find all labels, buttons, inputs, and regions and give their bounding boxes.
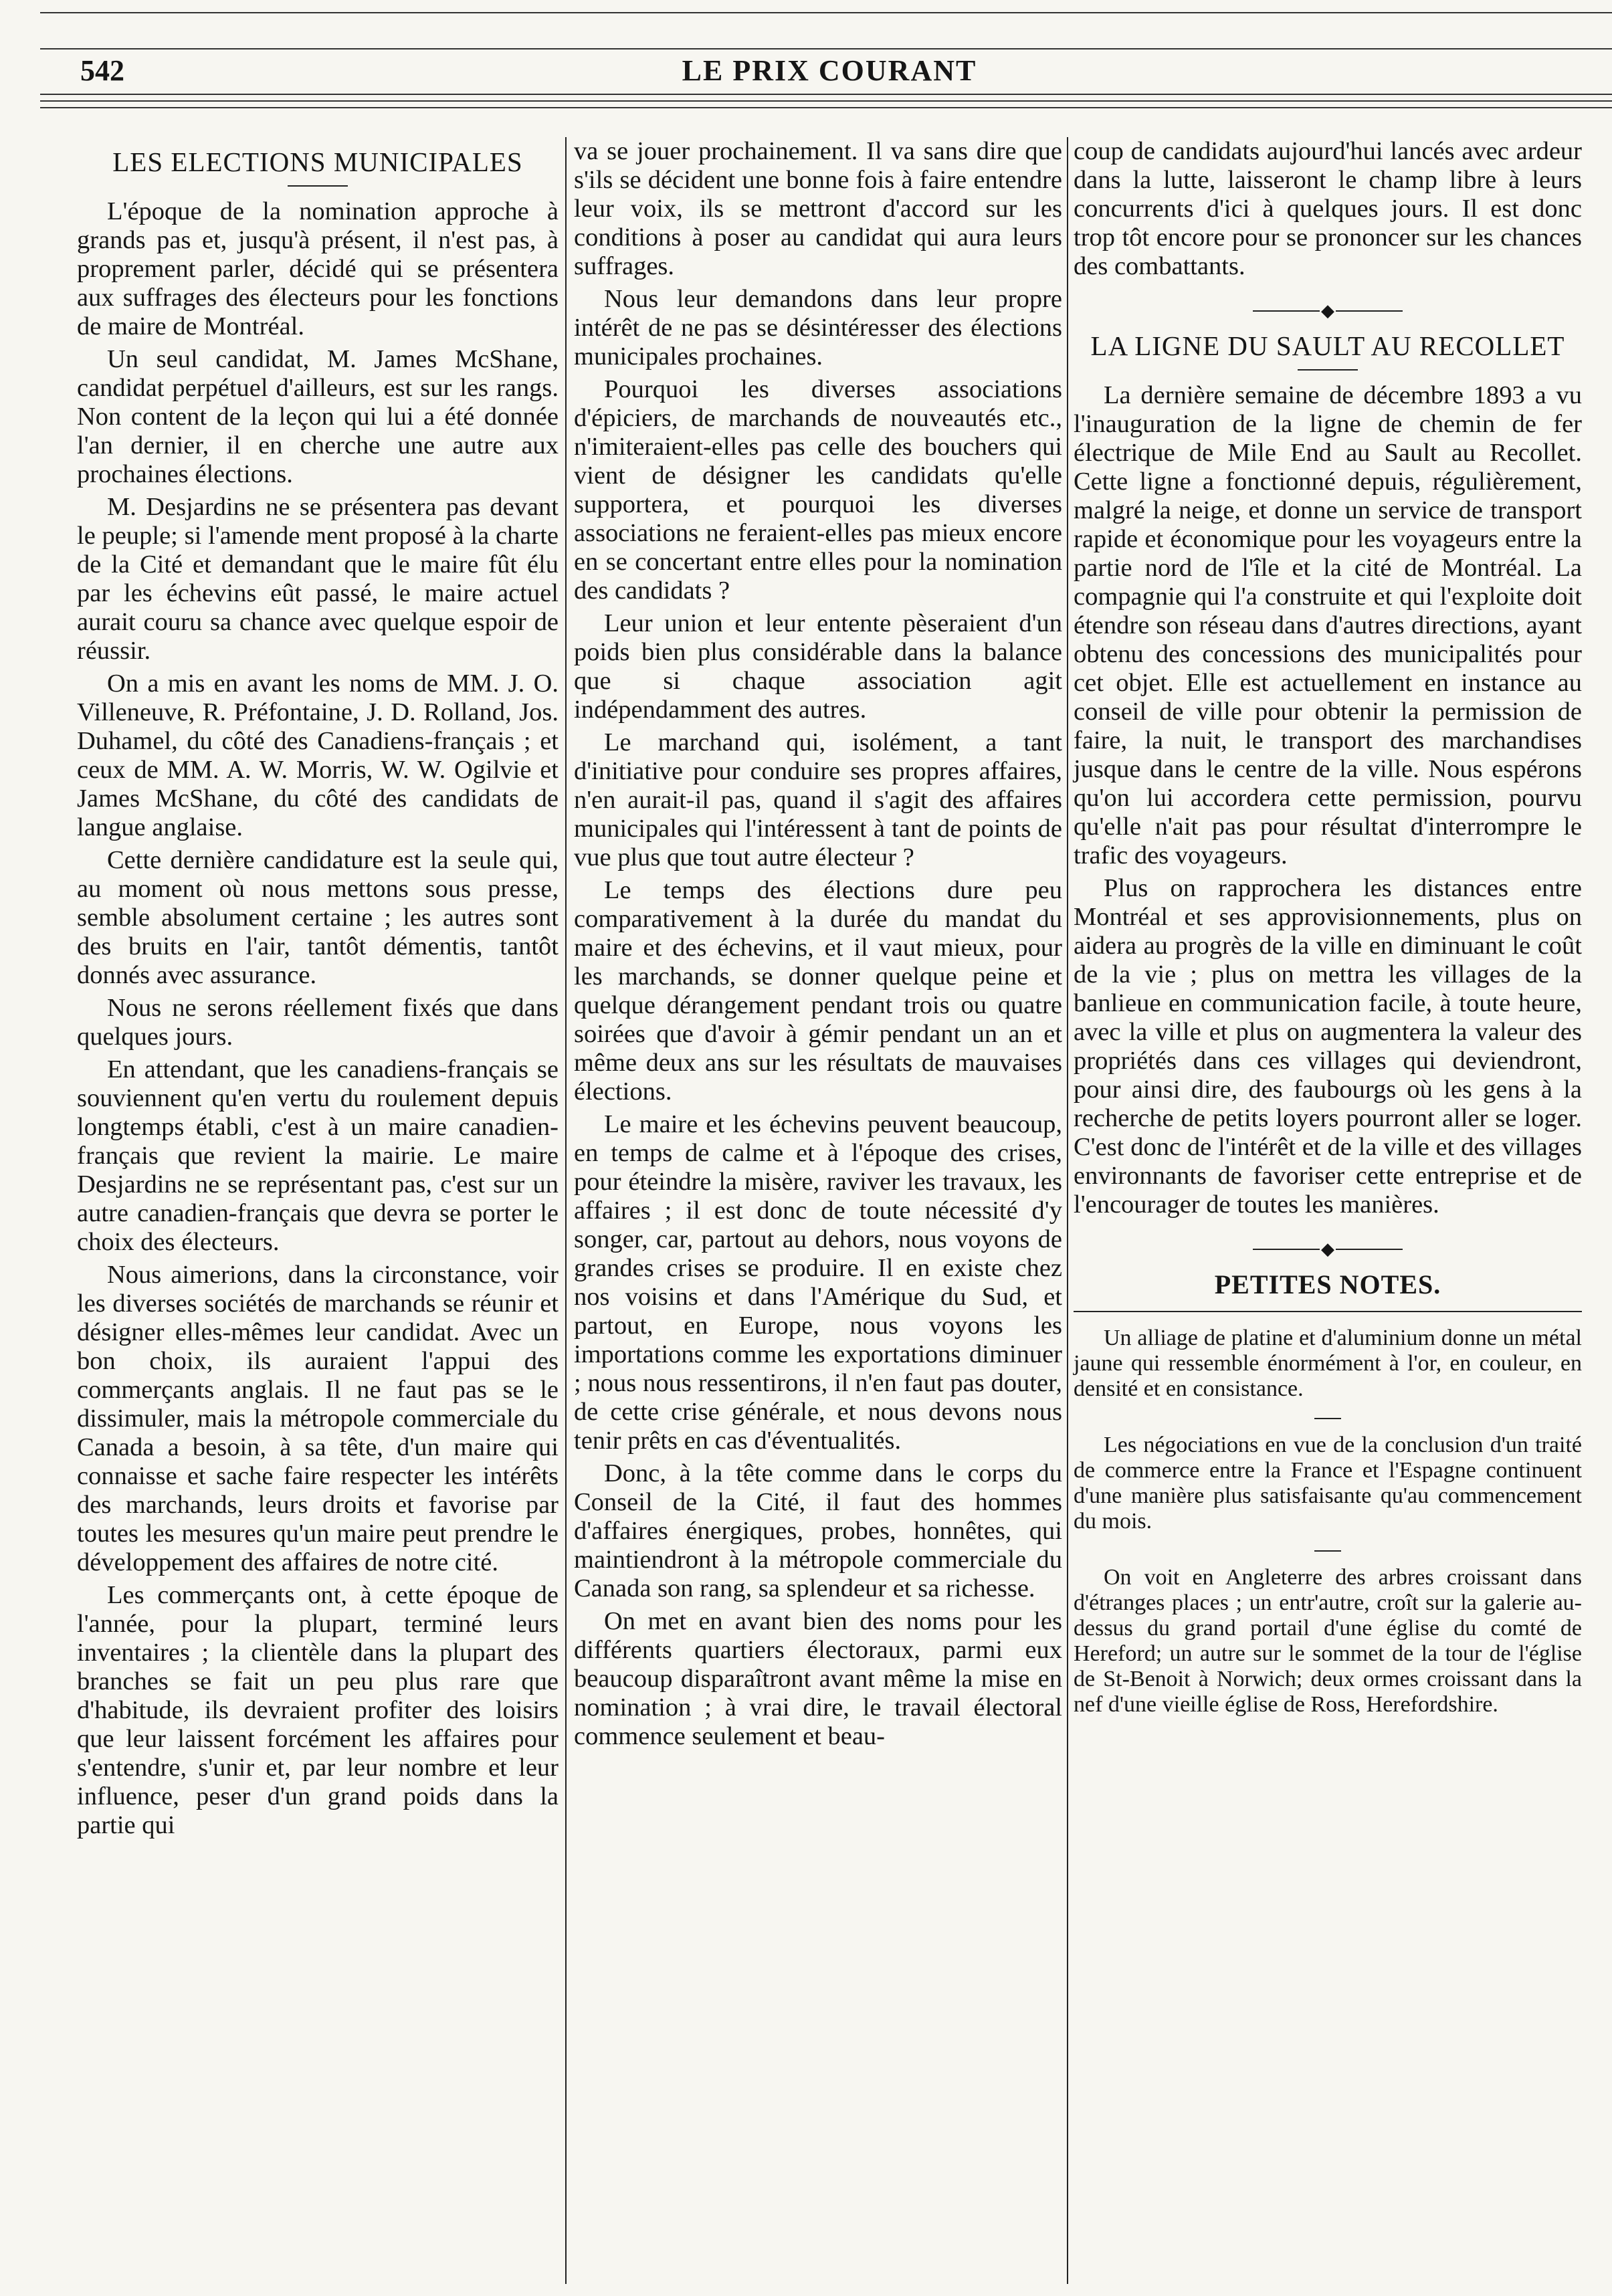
article-title: LA LIGNE DU SAULT AU RECOLLET [1090,330,1565,362]
header-rule [40,94,1612,95]
page-number: 542 [80,54,124,87]
paragraph: va se jouer prochainement. Il va sans dire que s'ils se décident une bonne fois à faire entendre leur voix, ils se mettront d'accord sur les conditions à poser au candidat qui aura leurs suffrages. [574,137,1062,280]
paragraph: On a mis en avant les noms de MM. J. O. Villeneuve, R. Préfontaine, J. D. Rolland, Jos. Duhamel, du côté des Canadiens-français ; et ceux de MM. A. W. Morris, W. W. Ogilvie et James McShane, du côté des candidats de langue anglaise. [77,669,559,841]
title-rule [288,185,348,187]
note-item: On voit en Angleterre des arbres croissant dans d'étranges places ; un entr'autre, croît sur la galerie au-dessus du grand portail d'une église du comté de Hereford; un autre sur le sommet de la tour de l'église de St-Benoit à Norwich; deux ormes croissant dans la nef d'une vieille église de Ross, Herefordshire. [1074,1565,1582,1717]
notes-title: PETITES NOTES. [1214,1269,1441,1300]
note-separator [1314,1418,1341,1419]
section-ornament [1074,1239,1582,1258]
header-rule [40,100,1612,102]
journal-title: LE PRIX COURANT [682,54,977,87]
paragraph: Le marchand qui, isolément, a tant d'initiative pour conduire ses propres affaires, n'en aurait-il pas, quand il s'agit des affaires municipales qui l'intéressent à tant de points de vue plus que tout autre électeur ? [574,728,1062,871]
paragraph: Le temps des élections dure peu comparativement à la durée du mandat du maire et des échevins, et il vaut mieux, pour les marchands, se donner quelque peine et quelque dérangement pendant trois ou quatre soirées que d'avoir à gémir pendant un an et même deux ans sur les résultats de mauvaises élections. [574,876,1062,1106]
column-2 [574,137,1062,1755]
paragraph: Nous aimerions, dans la circonstance, voir les diverses sociétés de marchands se réunir et désigner elles-mêmes leur candidat. Avec un bon choix, ils auraient l'appui des commerçants anglais. Il ne faut pas se le dissimuler, mais la métropole commerciale du Canada a besoin, à sa tête, d'un maire qui connaisse et sache faire respecter les intérêts des marchands, leurs droits et favorise par toutes les mesures qu'un maire peut prendre le développement des affaires de notre cité. [77,1261,559,1576]
title-rule [1298,369,1358,371]
paragraph: Leur union et leur entente pèseraient d'un poids bien plus considérable dans la balance que si chaque association agit indépendamment des autres. [574,609,1062,724]
paragraph: L'époque de la nomination approche à grands pas et, jusqu'à présent, il n'est pas, à proprement parler, décidé qui se présentera aux suffrages des électeurs pour les fonctions de maire de Montréal. [77,197,559,340]
paragraph: Le maire et les échevins peuvent beaucoup, en temps de calme et à l'époque des crises, pour éteindre la misère, raviver les travaux, les affaires ; il est donc de toute nécessité d'y songer, car, partout au dehors, nous voyons de grandes crises se produire. Il en existe chez nos voisins et dans l'Amérique du Sud, et partout, en Europe, nous voyons les importations comme les exportations diminuer ; nous nous ressentirons, il n'en faut pas douter, de cette crise générale, et nous devons nous tenir prêts en cas d'éventualités. [574,1110,1062,1455]
paragraph: Cette dernière candidature est la seule qui, au moment où nous mettons sous presse, semble absolument certaine ; les autres sont des bruits en l'air, tantôt démentis, tantôt donnés avec assurance. [77,846,559,989]
diamond-ornament-icon: ◆ [1321,1239,1334,1259]
paragraph: Donc, à la tête comme dans le corps du Conseil de la Cité, il faut des hommes d'affaires énergiques, probes, honnêtes, qui maintiendront à la métropole commerciale du Canada son rang, sa splendeur et sa richesse. [574,1459,1062,1602]
paragraph: Les commerçants ont, à cette époque de l'année, pour la plupart, terminé leurs inventaires ; la clientèle dans la plupart des branches se fait un peu plus rare que d'habitude, ils devraient profiter des loisirs que leur laissent forcément les affaires pour s'entendre, s'unir et, par leur nombre et leur influence, peser d'un grand poids dans la partie qui [77,1581,559,1839]
column-3 [1074,137,1582,1734]
column-divider [565,137,567,2284]
note-item: Les négociations en vue de la conclusion d'un traité de commerce entre la France et l'Espagne continuent d'une manière plus satisfaisante qu'au commencement du mois. [1074,1433,1582,1534]
paragraph: Nous leur demandons dans leur propre intérêt de ne pas se désintéresser des élections municipales prochaines. [574,285,1062,371]
paragraph: Nous ne serons réellement fixés que dans quelques jours. [77,994,559,1051]
note-separator [1314,1550,1341,1552]
top-rule [40,48,1612,49]
paragraph: En attendant, que les canadiens-français se souviennent qu'en vertu du roulement depuis longtemps établi, c'est à un maire canadien-français que revient la mairie. Le maire Desjardins ne se représentant pas, c'est sur un autre canadien-français que devra se porter le choix des électeurs. [77,1055,559,1256]
paragraph: Un seul candidat, M. James McShane, candidat perpétuel d'ailleurs, est sur les rangs. Non content de la leçon qui lui a été donnée l'an dernier, il en cherche une autre aux prochaines élections. [77,345,559,488]
paragraph: On met en avant bien des noms pour les différents quartiers électoraux, parmi eux beaucoup disparaîtront avant même la mise en nomination ; à vrai dire, le travail électoral commence seulement et beau- [574,1607,1062,1750]
column-1 [77,137,559,1844]
paragraph: Pourquoi les diverses associations d'épiciers, de marchands de nouveautés etc., n'imiteraient-elles pas celle des bouchers qui vient de désigner les candidats qu'elle supportera, et pourquoi les diverses associations ne feraient-elles pas mieux encore en se concertant entre elles pour la nomination des candidats ? [574,375,1062,605]
diamond-ornament-icon: ◆ [1321,301,1334,321]
notes-rule [1074,1311,1582,1312]
header-rule [40,107,1612,108]
paragraph: Plus on rapprochera les distances entre Montréal et ses approvisionnements, plus on aidera au progrès de la ville en diminuant le coût de la vie ; plus on mettra les villages de la banlieue en communication facile, à toute heure, avec la ville et plus on augmentera la valeur des propriétés dans ces villages qui deviendront, pour ainsi dire, des faubourgs où les gens à la recherche de petits loyers pourront aller se loger. C'est donc de l'intérêt et de la ville et des villages environnants de favoriser cette entreprise et de l'encourager de toutes les manières. [1074,874,1582,1219]
paragraph: M. Desjardins ne se présentera pas devant le peuple; si l'amende ment proposé à la charte de la Cité et demandant que le maire fût élu par les échevins eût passé, le maire actuel aurait couru sa chance avec quelque espoir de réussir. [77,493,559,665]
paragraph: coup de candidats aujourd'hui lancés avec ardeur dans la lutte, laisseront le champ libre à leurs concurrents d'ici à quelques jours. Il est donc trop tôt encore pour se prononcer sur les chances des combattants. [1074,137,1582,280]
paragraph: La dernière semaine de décembre 1893 a vu l'inauguration de la ligne de chemin de fer électrique de Mile End au Sault au Recollet. Cette ligne a fonctionné depuis, régulièrement, malgré la neige, et donne un service de transport rapide et économique pour les voyageurs entre la partie nord de l'île et la cité de Montréal. La compagnie qui l'a construite et qui l'exploite doit étendre son réseau dans d'autres directions, ayant obtenu des concessions des municipalités pour cet objet. Elle est actuellement en instance au conseil de ville pour obtenir la permission de faire, la nuit, le transport des marchandises jusque dans le centre de la ville. Nous espérons qu'on lui accordera cette permission, pourvu qu'elle n'ait pas pour résultat d'interrompre le trafic des voyageurs. [1074,381,1582,870]
top-rule [40,12,1612,13]
article-title: LES ELECTIONS MUNICIPALES [112,146,523,177]
section-ornament [1074,301,1582,320]
column-divider [1067,137,1068,2284]
note-item: Un alliage de platine et d'aluminium donne un métal jaune qui ressemble énormément à l'or, en couleur, en densité et en consistance. [1074,1326,1582,1402]
